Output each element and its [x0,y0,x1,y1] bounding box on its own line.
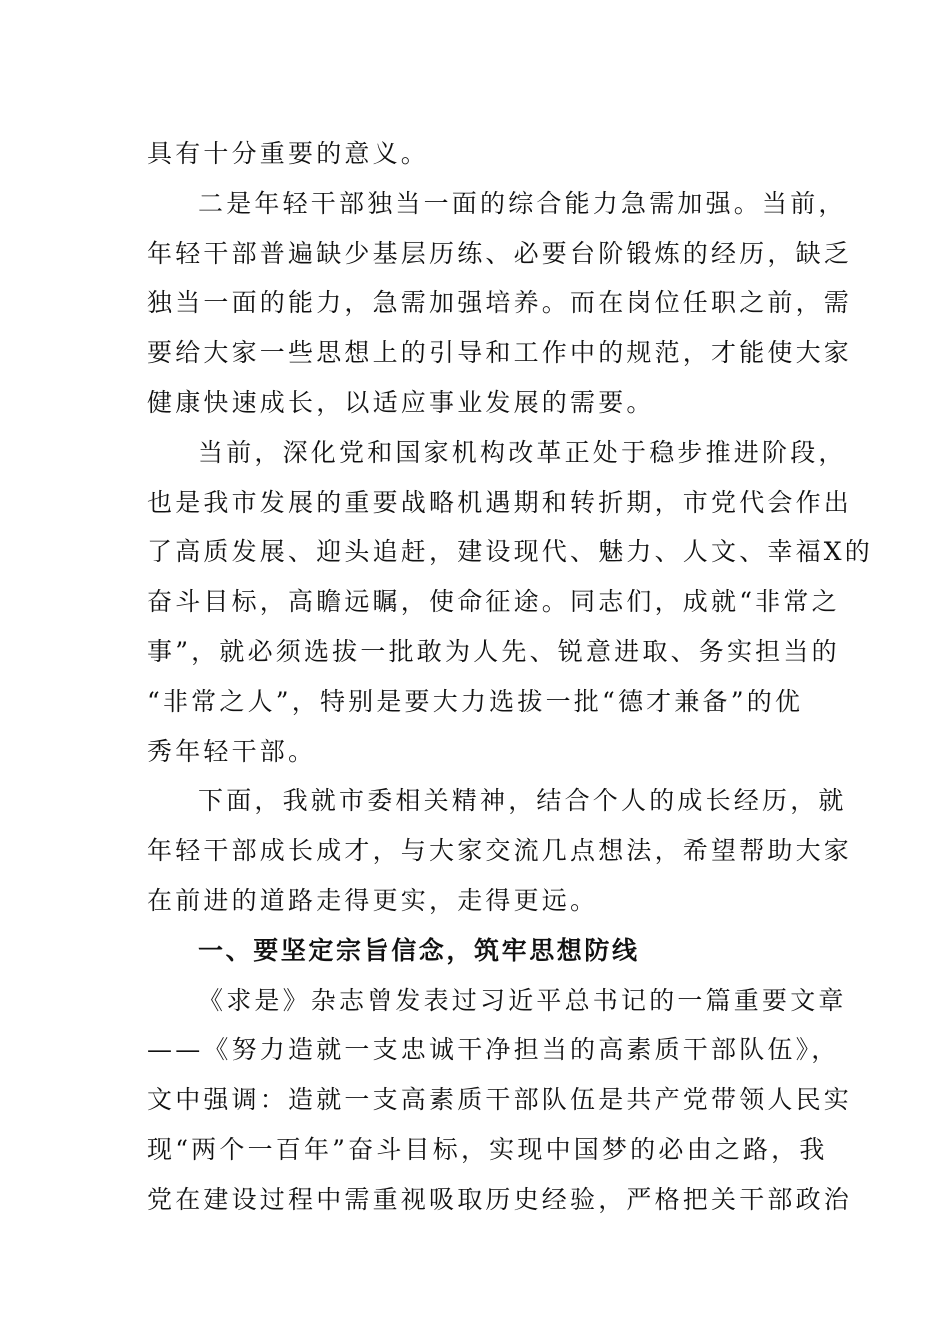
text-line: 独当一面的能力，急需加强培养。而在岗位任职之前，需 [147,288,853,318]
text-line: ——《努力造就一支忠诚干净担当的高素质干部队伍》， [147,1035,840,1065]
text-line: “非常之人”，特别是要大力选拔一批“德才兼备”的优 [147,686,804,716]
text-line: 具有十分重要的意义。 [147,139,430,168]
body-text [147,129,874,1225]
text-line: 健康快速成长，以适应事业发展的需要。 [147,387,655,417]
text-line: 年轻干部成长成才，与大家交流几点想法，希望帮助大家 [147,836,853,866]
text-line: 了高质发展、迎头追赶，建设现代、魅力、人文、幸福X的 [147,537,874,567]
text-line: 现“两个一百年”奋斗目标，实现中国梦的必由之路，我 [147,1134,828,1164]
paragraph-first-line: 当前，深化党和国家机构改革正处于稳步推进阶段， [198,437,847,467]
section-heading: 一、要坚定宗旨信念，筑牢思想防线 [198,935,640,965]
paragraph-first-line: 《求是》杂志曾发表过习近平总书记的一篇重要文章 [198,985,847,1015]
text-line: 秀年轻干部。 [147,736,317,766]
text-line: 年轻干部普遍缺少基层历练、必要台阶锻炼的经历，缺乏 [147,238,853,268]
text-line: 也是我市发展的重要战略机遇期和转折期，市党代会作出 [147,487,853,517]
paragraph-first-line: 二是年轻干部独当一面的综合能力急需加强。当前， [198,188,847,218]
text-line: 在前进的道路走得更实，走得更远。 [147,885,599,915]
text-line: 文中强调：造就一支高素质干部队伍是共产党带领人民实 [147,1085,853,1115]
text-line: 事”，就必须选拔一批敢为人先、锐意进取、务实担当的 [147,636,840,666]
text-line: 党在建设过程中需重视吸取历史经验，严格把关干部政治 [147,1184,853,1214]
paragraph-first-line: 下面，我就市委相关精神，结合个人的成长经历，就 [198,786,847,816]
text-line: 奋斗目标，高瞻远瞩，使命征途。同志们，成就“非常之 [147,587,840,617]
text-line: 要给大家一些思想上的引导和工作中的规范，才能使大家 [147,338,853,368]
